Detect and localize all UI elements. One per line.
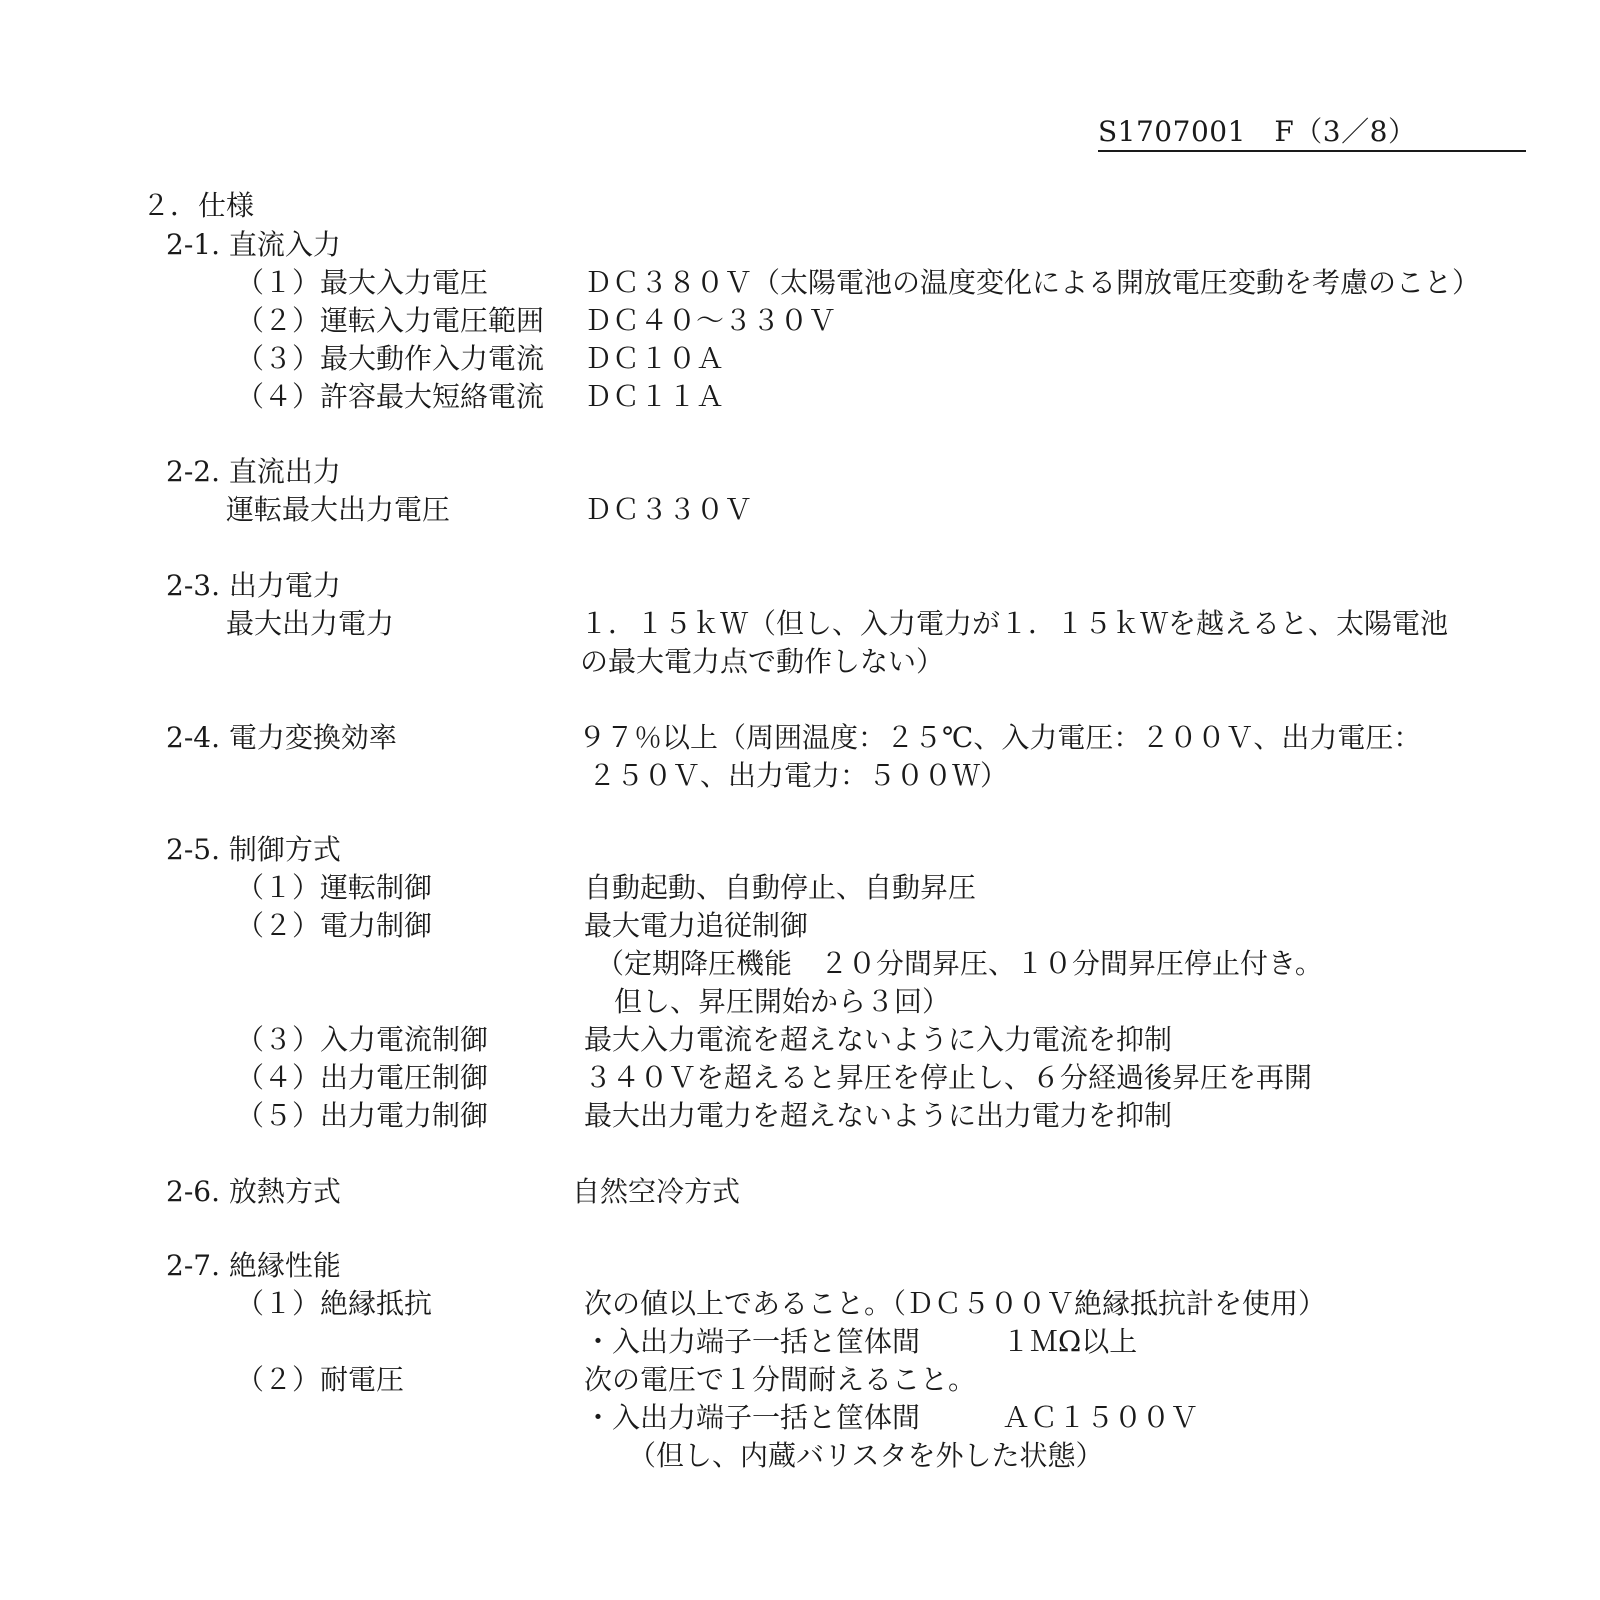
s5-item5-value: 最大出力電力を超えないように出力電力を抑制 [584,1099,1173,1132]
s1-item1-value: ＤＣ３８０Ｖ（太陽電池の温度変化による開放電圧変動を考慮のこと） [584,266,1481,299]
s5-item4-value: ３４０Ｖを超えると昇圧を停止し、６分経過後昇圧を再開 [584,1061,1313,1094]
s5-item5-label: （５）出力電力制御 [236,1099,489,1132]
s2-title: 2-2. 直流出力 [166,455,341,488]
s1-title: 2-1. 直流入力 [166,228,341,261]
s5-item1-label: （１）運転制御 [236,871,433,904]
s2-value: ＤＣ３３０Ｖ [584,493,753,526]
s5-item2-label: （２）電力制御 [236,909,433,942]
s3-value-line1: １．１５ｋＷ（但し、入力電力が１．１５ｋＷを越えると、太陽電池 [580,607,1449,640]
s1-item2-label: （２）運転入力電圧範囲 [236,304,545,337]
s4-value-line2: ２５０Ｖ、出力電力：５００Ｗ） [588,759,1009,792]
s7-item2-label: （２）耐電圧 [236,1363,405,1396]
s5-item3-value: 最大入力電流を超えないように入力電流を抑制 [584,1023,1173,1056]
s5-item4-label: （４）出力電圧制御 [236,1061,489,1094]
s7-item1-value: 次の値以上であること。（ＤＣ５００Ｖ絶縁抵抗計を使用） [584,1287,1327,1320]
s7-item1-sub-text: ・入出力端子一括と筐体間 [584,1325,921,1358]
s5-item2-note-line2: 但し、昇圧開始から３回） [614,985,951,1018]
s5-item2-note-line1: （定期降圧機能 ２０分間昇圧、１０分間昇圧停止付き。 [596,947,1323,980]
s7-item2-value: 次の電圧で１分間耐えること。 [584,1363,977,1396]
s4-value-line1: ９７％以上（周囲温度：２５℃、入力電圧：２００Ｖ、出力電圧： [578,721,1422,754]
s7-item2-note: （但し、内蔵バリスタを外した状態） [628,1439,1104,1472]
s5-item2-value: 最大電力追従制御 [584,909,809,942]
s1-item1-label: （１）最大入力電圧 [236,266,489,299]
s1-item3-label: （３）最大動作入力電流 [236,342,545,375]
document-id: S1707001 F（3／8） [1098,118,1526,152]
s2-label: 運転最大出力電圧 [226,493,451,526]
s3-label: 最大出力電力 [226,607,395,640]
s5-title: 2-5. 制御方式 [166,833,341,866]
s6-title: 2-6. 放熱方式 [166,1175,341,1208]
section-title: ２．仕様 [142,189,255,222]
s7-item1-sub-value: １ＭΩ以上 [1002,1325,1138,1358]
s4-title: 2-4. 電力変換効率 [166,721,397,754]
s5-item3-label: （３）入力電流制御 [236,1023,489,1056]
s3-value-line2: の最大電力点で動作しない） [580,645,945,678]
s6-value: 自然空冷方式 [572,1175,741,1208]
s7-item2-sub-text: ・入出力端子一括と筐体間 [584,1401,921,1434]
s1-item4-label: （４）許容最大短絡電流 [236,380,545,413]
s7-item2-sub-value: ＡＣ１５００Ｖ [1002,1401,1199,1434]
s7-title: 2-7. 絶縁性能 [166,1249,341,1282]
s1-item4-value: ＤＣ１１Ａ [584,380,725,413]
s1-item3-value: ＤＣ１０Ａ [584,342,725,375]
s5-item1-value: 自動起動、自動停止、自動昇圧 [584,871,977,904]
s7-item1-label: （１）絶縁抵抗 [236,1287,433,1320]
s3-title: 2-3. 出力電力 [166,569,341,602]
s1-item2-value: ＤＣ４０～３３０Ｖ [584,304,837,337]
